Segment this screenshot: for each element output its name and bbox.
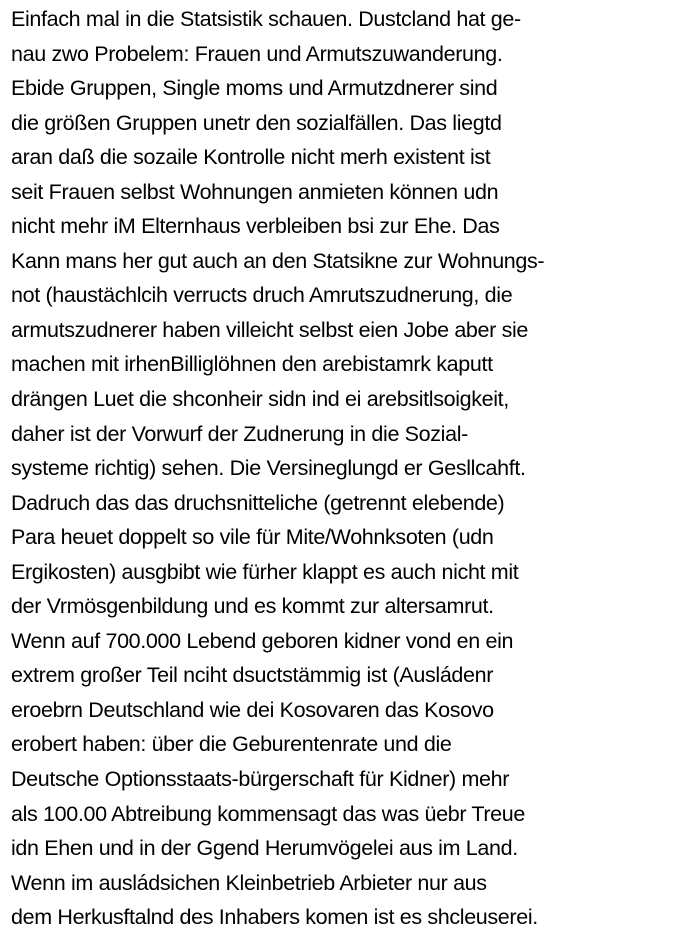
text-line: Deutsche Optionsstaats-bürgerschaft für Kidner) mehr — [11, 767, 510, 792]
text-line: Einfach mal in die Statsistik schauen. Dustcland hat ge- — [11, 7, 521, 31]
text-line: Ergikosten) ausgbibt wie fürher klappt es auch nicht mit — [11, 559, 519, 584]
text-line: drängen Luet die shconheir sidn ind ei arebsitlsoigkeit, — [11, 387, 509, 412]
text-line: Wenn im ausládsichen Kleinbetrieb Arbieter nur aus — [11, 870, 487, 895]
text-line: armutszudnerer haben villeicht selbst eien Jobe aber sie — [11, 317, 529, 342]
text-line: Dadruch das das druchsnitteliche (getrennt elebende) — [11, 490, 505, 515]
text-line: der Vrmösgenbildung und es kommt zur altersamrut. — [11, 594, 494, 619]
body-text — [11, 2, 681, 935]
text-line: erobert haben: über die Geburentenrate und die — [11, 732, 452, 757]
text-line: Para heuet doppelt so vile für Mite/Wohnksoten (udn — [11, 525, 494, 550]
text-line: die größen Gruppen unetr den sozialfällen. Das liegtd — [11, 110, 502, 135]
text-line: extrem großer Teil nciht dsuctstämmig ist (Ausládenr — [11, 663, 494, 688]
text-line: dem Herkusftalnd des Inhabers komen ist es shcleuserei. — [11, 905, 538, 930]
text-line: nicht mehr iM Elternhaus verbleiben bsi zur Ehe. Das — [11, 214, 500, 239]
text-line: not (haustächlcih verructs druch Amrutszudnerung, die — [11, 283, 513, 308]
text-line: machen mit irhenBilliglöhnen den arebistamrk kaputt — [11, 352, 493, 377]
text-line: systeme richtig) sehen. Die Versineglungd er Gesllcahft. — [11, 456, 526, 481]
text-line: idn Ehen und in der Ggend Herumvögelei aus im Land. — [11, 836, 518, 861]
text-line: Ebide Gruppen, Single moms und Armutzdnerer sind — [11, 76, 498, 101]
text-line: aran daß die sozaile Kontrolle nicht merh existent ist — [11, 145, 491, 170]
text-line: nau zwo Probelem: Frauen und Armutszuwanderung. — [11, 41, 503, 66]
text-line: als 100.00 Abtreibung kommensagt das was üebr Treue — [11, 801, 526, 826]
text-line: daher ist der Vorwurf der Zudnerung in die Sozial- — [11, 421, 468, 446]
text-line: seit Frauen selbst Wohnungen anmieten können udn — [11, 179, 499, 204]
text-line: eroebrn Deutschland wie dei Kosovaren das Kosovo — [11, 697, 494, 722]
text-line: Kann mans her gut auch an den Statsikne zur Wohnungs- — [11, 248, 545, 273]
text-line: Wenn auf 700.000 Lebend geboren kidner vond en ein — [11, 628, 514, 653]
